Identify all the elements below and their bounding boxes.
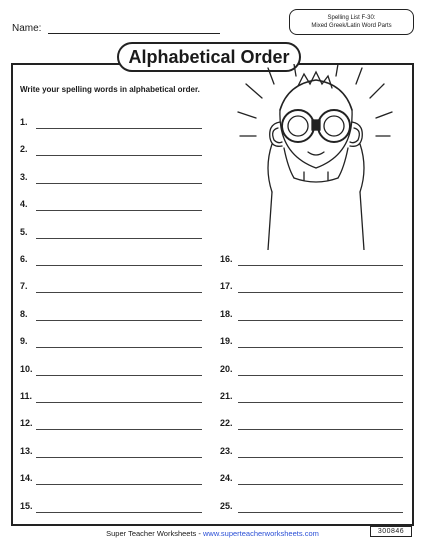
answer-line[interactable]	[238, 429, 403, 430]
name-label: Name:	[12, 23, 42, 34]
boy-with-binoculars-icon	[228, 64, 403, 250]
row-number: 25.	[220, 500, 233, 511]
row-number: 2.	[20, 144, 28, 155]
answer-line[interactable]	[238, 375, 403, 376]
answer-row-13	[20, 446, 202, 458]
footer-brand: Super Teacher Worksheets	[106, 529, 197, 538]
page-title: Alphabetical Order	[117, 42, 301, 72]
row-number: 13.	[20, 445, 33, 456]
row-number: 19.	[220, 336, 233, 347]
row-number: 11.	[20, 391, 33, 401]
name-input-line[interactable]	[48, 33, 220, 34]
answer-line[interactable]	[36, 347, 202, 348]
row-number: 1.	[20, 117, 28, 127]
answer-row-11	[20, 391, 202, 403]
spelling-list-title: Spelling List F-30:	[327, 15, 376, 21]
answer-row-23	[220, 446, 403, 458]
row-number: 22.	[220, 418, 233, 429]
answer-line[interactable]	[238, 347, 403, 348]
row-number: 18.	[220, 308, 233, 319]
spelling-list-box	[289, 9, 414, 35]
answer-row-22	[220, 418, 403, 430]
answer-line[interactable]	[238, 292, 403, 293]
answer-line[interactable]	[36, 265, 202, 266]
answer-line[interactable]	[36, 484, 202, 485]
row-number: 10.	[20, 363, 33, 374]
answer-row-4	[20, 199, 202, 211]
row-number: 20.	[220, 363, 233, 374]
row-number: 7.	[20, 281, 28, 292]
row-number: 3.	[20, 171, 28, 182]
answer-row-25	[220, 501, 403, 513]
row-number: 9.	[20, 336, 28, 347]
worksheet-code: 300846	[370, 526, 412, 537]
answer-line[interactable]	[36, 512, 202, 513]
answer-row-18	[220, 309, 403, 321]
answer-row-3	[20, 172, 202, 184]
answer-row-9	[20, 336, 202, 348]
row-number: 23.	[220, 445, 233, 456]
answer-line[interactable]	[36, 402, 202, 403]
answer-line[interactable]	[36, 375, 202, 376]
answer-line[interactable]	[36, 238, 202, 239]
answer-row-21	[220, 391, 403, 403]
footer-separator: -	[196, 529, 203, 538]
answer-line[interactable]	[238, 512, 403, 513]
answer-line[interactable]	[36, 183, 202, 184]
footer	[0, 529, 425, 538]
row-number: 21.	[220, 391, 233, 401]
row-number: 4.	[20, 199, 28, 210]
footer-url[interactable]: www.superteacherworksheets.com	[202, 529, 319, 538]
row-number: 8.	[20, 308, 28, 319]
answer-line[interactable]	[238, 320, 403, 321]
answer-line[interactable]	[36, 155, 202, 156]
row-number: 24.	[220, 473, 233, 484]
answer-line[interactable]	[36, 210, 202, 211]
answer-line[interactable]	[36, 320, 202, 321]
answer-line[interactable]	[36, 429, 202, 430]
answer-row-6	[20, 254, 202, 266]
row-number: 6.	[20, 254, 28, 264]
answer-row-10	[20, 364, 202, 376]
answer-row-14	[20, 473, 202, 485]
answer-row-8	[20, 309, 202, 321]
answer-row-15	[20, 501, 202, 513]
answer-row-1	[20, 117, 202, 129]
answer-row-17	[220, 281, 403, 293]
answer-row-12	[20, 418, 202, 430]
answer-row-5	[20, 227, 202, 239]
answer-line[interactable]	[36, 292, 202, 293]
answer-line[interactable]	[36, 457, 202, 458]
answer-row-7	[20, 281, 202, 293]
answer-line[interactable]	[36, 128, 202, 129]
row-number: 12.	[20, 418, 33, 429]
answer-line[interactable]	[238, 457, 403, 458]
row-number: 15.	[20, 500, 33, 511]
row-number: 14.	[20, 473, 33, 484]
instructions: Write your spelling words in alphabetical order.	[20, 85, 200, 94]
row-number: 16.	[220, 254, 233, 264]
answer-line[interactable]	[238, 484, 403, 485]
spelling-list-subtitle: Mixed Greek/Latin Word Parts	[311, 23, 392, 29]
answer-line[interactable]	[238, 402, 403, 403]
answer-row-20	[220, 364, 403, 376]
row-number: 5.	[20, 226, 28, 237]
answer-row-2	[20, 144, 202, 156]
answer-row-19	[220, 336, 403, 348]
answer-row-24	[220, 473, 403, 485]
answer-line[interactable]	[238, 265, 403, 266]
row-number: 17.	[220, 281, 233, 292]
answer-row-16	[220, 254, 403, 266]
